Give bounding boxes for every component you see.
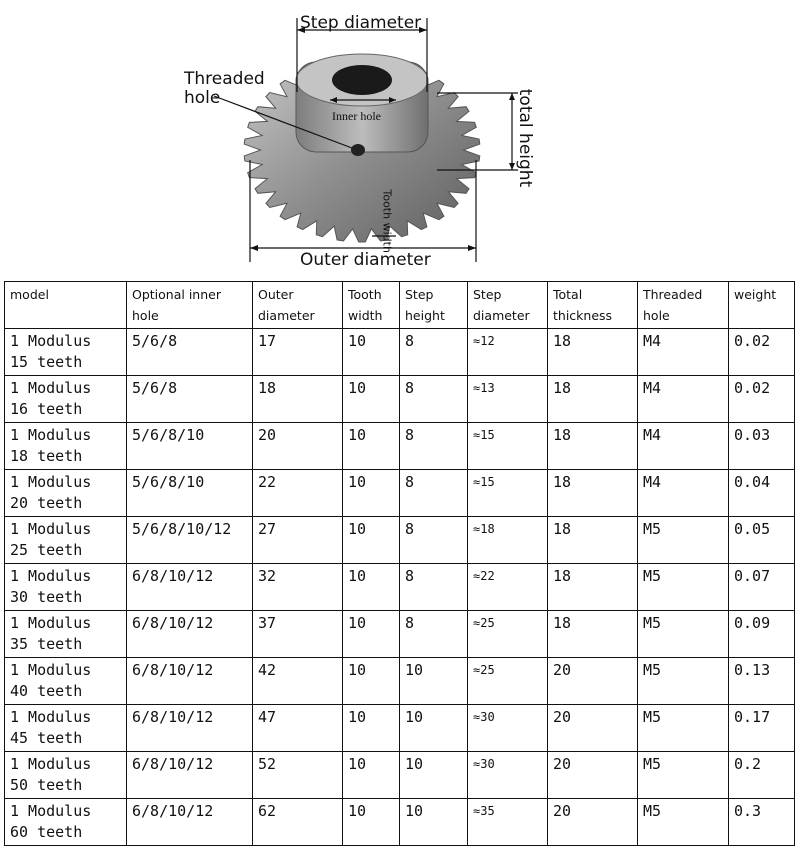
table-cell-weight: 0.3 <box>729 799 795 846</box>
table-cell-weight: 0.09 <box>729 611 795 658</box>
table-cell-thread: M4 <box>638 329 729 376</box>
table-cell-tooth: 10 <box>343 752 400 799</box>
table-cell-weight: 0.07 <box>729 564 795 611</box>
table-cell-inner: 6/8/10/12 <box>127 611 253 658</box>
model-text: 1 Modulus <box>10 614 92 632</box>
table-cell-tooth: 10 <box>343 470 400 517</box>
model-text: 25 teeth <box>10 541 83 559</box>
model-cell <box>5 329 127 376</box>
table-row <box>5 611 795 658</box>
table-cell-tooth: 10 <box>343 705 400 752</box>
table-cell-outer: 17 <box>253 329 343 376</box>
table-header-row <box>5 282 795 329</box>
column-header-line: thickness <box>553 308 613 323</box>
column-header <box>127 282 253 329</box>
model-text: 1 Modulus <box>10 802 92 820</box>
column-header-line: hole <box>132 308 159 323</box>
table-cell-step-h: 8 <box>400 329 468 376</box>
model-text: 16 teeth <box>10 400 83 418</box>
table-cell-tooth: 10 <box>343 517 400 564</box>
column-header <box>5 282 127 329</box>
column-header-line: Total <box>553 287 583 302</box>
table-cell-inner: 6/8/10/12 <box>127 799 253 846</box>
table-cell-thread: M4 <box>638 470 729 517</box>
table-row <box>5 423 795 470</box>
table-cell-weight: 0.02 <box>729 329 795 376</box>
table-cell-thread: M4 <box>638 376 729 423</box>
inner-hole <box>332 65 392 95</box>
table-cell-total: 18 <box>548 517 638 564</box>
table-row <box>5 752 795 799</box>
table-cell-step-d: ≈30 <box>468 705 548 752</box>
table-row <box>5 658 795 705</box>
table-cell-inner: 6/8/10/12 <box>127 705 253 752</box>
model-cell <box>5 658 127 705</box>
column-header <box>638 282 729 329</box>
threaded-hole-label-line2: hole <box>184 88 221 108</box>
gear-illustration <box>0 0 800 275</box>
table-cell-inner: 5/6/8/10 <box>127 423 253 470</box>
table-cell-step-h: 10 <box>400 705 468 752</box>
table-cell-tooth: 10 <box>343 564 400 611</box>
table-cell-step-d: ≈35 <box>468 799 548 846</box>
model-text: 1 Modulus <box>10 755 92 773</box>
table-cell-step-d: ≈15 <box>468 470 548 517</box>
threaded-hole <box>351 144 365 156</box>
table-cell-step-h: 8 <box>400 564 468 611</box>
table-body <box>5 329 795 846</box>
model-text: 40 teeth <box>10 682 83 700</box>
table-cell-tooth: 10 <box>343 376 400 423</box>
table-cell-weight: 0.13 <box>729 658 795 705</box>
table-cell-inner: 5/6/8 <box>127 329 253 376</box>
outer-diameter-label: Outer diameter <box>300 250 431 270</box>
column-header-line: diameter <box>473 308 530 323</box>
table-cell-weight: 0.2 <box>729 752 795 799</box>
table-cell-outer: 37 <box>253 611 343 658</box>
table-cell-outer: 20 <box>253 423 343 470</box>
model-text: 18 teeth <box>10 447 83 465</box>
column-header <box>548 282 638 329</box>
table-row <box>5 470 795 517</box>
model-cell <box>5 470 127 517</box>
table-cell-total: 18 <box>548 564 638 611</box>
column-header <box>729 282 795 329</box>
table-cell-thread: M5 <box>638 752 729 799</box>
table-cell-step-h: 8 <box>400 611 468 658</box>
table-cell-inner: 6/8/10/12 <box>127 752 253 799</box>
model-cell <box>5 705 127 752</box>
column-header-line: Optional inner <box>132 287 221 302</box>
model-cell <box>5 376 127 423</box>
table-cell-tooth: 10 <box>343 658 400 705</box>
table-cell-thread: M5 <box>638 517 729 564</box>
table-cell-outer: 22 <box>253 470 343 517</box>
step-diameter-label: Step diameter <box>300 13 422 33</box>
table-row <box>5 517 795 564</box>
table-row <box>5 329 795 376</box>
table-cell-outer: 42 <box>253 658 343 705</box>
table-cell-outer: 32 <box>253 564 343 611</box>
model-text: 1 Modulus <box>10 708 92 726</box>
column-header-line: model <box>10 287 49 302</box>
model-text: 35 teeth <box>10 635 83 653</box>
table-cell-step-h: 10 <box>400 752 468 799</box>
gear-diagram <box>0 0 800 275</box>
table-cell-total: 18 <box>548 376 638 423</box>
table-cell-thread: M5 <box>638 564 729 611</box>
column-header <box>253 282 343 329</box>
column-header <box>343 282 400 329</box>
table-cell-thread: M5 <box>638 658 729 705</box>
table-cell-thread: M5 <box>638 705 729 752</box>
table-cell-total: 18 <box>548 470 638 517</box>
model-text: 1 Modulus <box>10 567 92 585</box>
table-cell-tooth: 10 <box>343 799 400 846</box>
threaded-hole-label: Threaded <box>184 69 265 89</box>
gear-body <box>244 54 480 253</box>
table-cell-outer: 18 <box>253 376 343 423</box>
table-cell-step-d: ≈12 <box>468 329 548 376</box>
model-cell <box>5 611 127 658</box>
table-cell-step-h: 8 <box>400 376 468 423</box>
table-cell-step-h: 8 <box>400 517 468 564</box>
table-row <box>5 705 795 752</box>
table-cell-outer: 62 <box>253 799 343 846</box>
table-cell-total: 20 <box>548 799 638 846</box>
table-cell-total: 18 <box>548 329 638 376</box>
table-cell-inner: 6/8/10/12 <box>127 564 253 611</box>
column-header-line: height <box>405 308 445 323</box>
table-cell-inner: 5/6/8/10/12 <box>127 517 253 564</box>
table-cell-weight: 0.02 <box>729 376 795 423</box>
table-cell-inner: 5/6/8/10 <box>127 470 253 517</box>
inner-hole-label: Inner hole <box>332 109 381 123</box>
table-cell-step-d: ≈30 <box>468 752 548 799</box>
column-header-line: Threaded <box>643 287 703 302</box>
table-cell-step-h: 8 <box>400 423 468 470</box>
table-cell-step-d: ≈13 <box>468 376 548 423</box>
table-cell-thread: M4 <box>638 423 729 470</box>
model-text: 1 Modulus <box>10 520 92 538</box>
column-header-line: Tooth <box>348 287 382 302</box>
table-cell-weight: 0.04 <box>729 470 795 517</box>
table-cell-step-h: 8 <box>400 470 468 517</box>
column-header <box>468 282 548 329</box>
table-cell-step-h: 10 <box>400 799 468 846</box>
spec-table <box>4 281 795 846</box>
table-row <box>5 564 795 611</box>
model-cell <box>5 517 127 564</box>
model-text: 1 Modulus <box>10 332 92 350</box>
table-cell-step-d: ≈25 <box>468 611 548 658</box>
table-cell-total: 20 <box>548 705 638 752</box>
table-cell-thread: M5 <box>638 611 729 658</box>
table-cell-total: 18 <box>548 611 638 658</box>
table-cell-step-d: ≈15 <box>468 423 548 470</box>
model-text: 1 Modulus <box>10 473 92 491</box>
column-header-line: Outer <box>258 287 294 302</box>
table-row <box>5 799 795 846</box>
model-text: 20 teeth <box>10 494 83 512</box>
model-text: 45 teeth <box>10 729 83 747</box>
model-cell <box>5 564 127 611</box>
table-cell-step-d: ≈22 <box>468 564 548 611</box>
table-cell-weight: 0.17 <box>729 705 795 752</box>
model-text: 30 teeth <box>10 588 83 606</box>
table-cell-outer: 47 <box>253 705 343 752</box>
column-header-line: width <box>348 308 383 323</box>
table-cell-total: 20 <box>548 752 638 799</box>
column-header-line: hole <box>643 308 670 323</box>
table-cell-total: 18 <box>548 423 638 470</box>
table-cell-weight: 0.05 <box>729 517 795 564</box>
table-cell-step-d: ≈25 <box>468 658 548 705</box>
model-text: 1 Modulus <box>10 661 92 679</box>
table-cell-outer: 27 <box>253 517 343 564</box>
tooth-width-label: Tooth width <box>380 189 394 253</box>
model-text: 1 Modulus <box>10 379 92 397</box>
table-cell-step-d: ≈18 <box>468 517 548 564</box>
total-height-label: total height <box>515 88 535 188</box>
column-header <box>400 282 468 329</box>
model-cell <box>5 423 127 470</box>
model-text: 15 teeth <box>10 353 83 371</box>
table-cell-tooth: 10 <box>343 329 400 376</box>
column-header-line: Step <box>405 287 434 302</box>
column-header-line: Step <box>473 287 502 302</box>
table-cell-thread: M5 <box>638 799 729 846</box>
table-cell-outer: 52 <box>253 752 343 799</box>
table-cell-total: 20 <box>548 658 638 705</box>
model-text: 60 teeth <box>10 823 83 841</box>
model-text: 1 Modulus <box>10 426 92 444</box>
table-cell-tooth: 10 <box>343 611 400 658</box>
table-cell-inner: 5/6/8 <box>127 376 253 423</box>
table-cell-weight: 0.03 <box>729 423 795 470</box>
model-cell <box>5 799 127 846</box>
table-cell-tooth: 10 <box>343 423 400 470</box>
table-cell-inner: 6/8/10/12 <box>127 658 253 705</box>
column-header-line: weight <box>734 287 777 302</box>
model-cell <box>5 752 127 799</box>
table-cell-step-h: 10 <box>400 658 468 705</box>
table-row <box>5 376 795 423</box>
model-text: 50 teeth <box>10 776 83 794</box>
column-header-line: diameter <box>258 308 315 323</box>
